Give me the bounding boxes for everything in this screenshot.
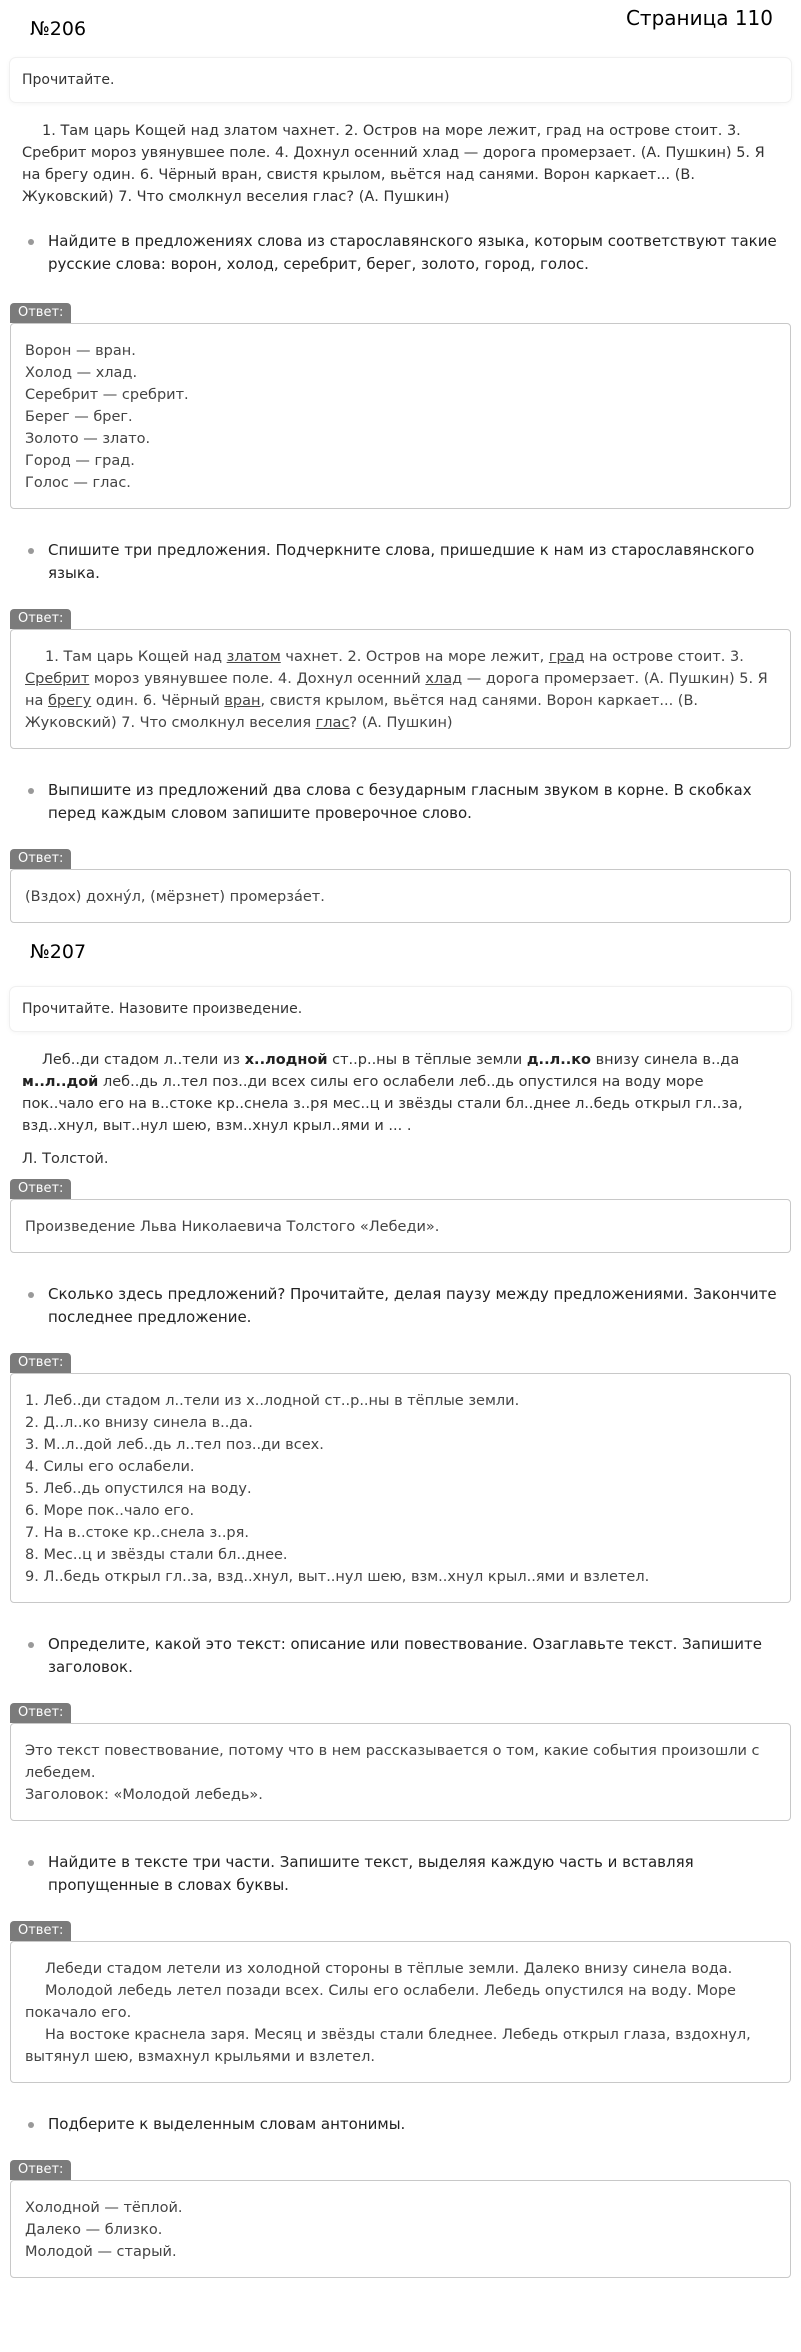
answer-line: Холодной — тёплой. — [25, 2200, 183, 2216]
task-207-question-1: Сколько здесь предложений? Прочитайте, делая паузу между предложениями. Закончите последнее предложение. — [20, 1283, 791, 1329]
task-206-question-1: Найдите в предложениях слова из старославянского языка, которым соответствуют такие русские слова: ворон, холод, серебрит, берег, золото, город, голос. — [20, 230, 791, 276]
answer-line: Голос — глас. — [25, 475, 131, 491]
answer-line: Молодой — старый. — [25, 2244, 177, 2260]
answer-paragraph: На востоке краснела заря. Месяц и звёзды стали бледнее. Лебедь открыл глаза, вздохнул, вытянул шею, взмахнул крыльями и взлетел. — [25, 2027, 756, 2065]
answer-line: Серебрит — сребрит. — [25, 387, 189, 403]
task-207-answer-3 — [10, 1941, 791, 2083]
answer-line: Холод — хлад. — [25, 365, 138, 381]
answer-label: Ответ: — [10, 609, 71, 629]
task-206-question-3: Выпишите из предложений два слова с безударным гласным звуком в корне. В скобках перед каждым словом запишите проверочное слово. — [20, 779, 791, 825]
answer-block — [10, 609, 791, 749]
task-207-answer-2 — [10, 1723, 791, 1821]
answer-line: 3. М..л..дой леб..дь л..тел поз..ди всех. — [25, 1437, 324, 1453]
task-206-answer-2 — [10, 629, 791, 749]
task-207-answer-0: Произведение Льва Николаевича Толстого «Лебеди». — [10, 1199, 791, 1253]
task-206-question-2: Спишите три предложения. Подчеркните слова, пришедшие к нам из старославянского языка. — [20, 539, 791, 585]
answer-block — [10, 2160, 791, 2278]
task-207-author: Л. Толстой. — [22, 1151, 109, 1167]
underlined-word: глас — [315, 715, 350, 731]
answer-line: 6. Море пок..чало его. — [25, 1503, 195, 1519]
task-207-number: №207 — [30, 941, 87, 963]
underlined-word: брегу — [47, 693, 92, 709]
underlined-word: хлад — [425, 671, 463, 687]
answer-label: Ответ: — [10, 2160, 71, 2180]
text-part: ? (А. Пушкин) — [349, 715, 453, 731]
answer-label: Ответ: — [10, 1179, 71, 1199]
underlined-word: град — [548, 649, 585, 665]
answer-line: Далеко — близко. — [25, 2222, 163, 2238]
text-part: , свистя крылом, вьётся над санями. Ворон каркает... (В. Жуковский) 7. Что смолкнул веселия — [25, 693, 699, 731]
answer-block — [10, 1921, 791, 2083]
task-206-answer-3: (Вздох) дохну́л, (мёрзнет) промерза́ет. — [10, 869, 791, 923]
answer-block — [10, 1703, 791, 1821]
answer-block — [10, 849, 791, 923]
task-207-answer-4 — [10, 2180, 791, 2278]
task-207-text — [10, 1049, 791, 1137]
task-206-number: №206 — [30, 18, 87, 40]
answer-block — [10, 303, 791, 509]
page-number: Страница 110 — [625, 6, 773, 30]
answer-line: Заголовок: «Молодой лебедь». — [25, 1787, 263, 1803]
answer-line: Город — град. — [25, 453, 135, 469]
highlighted-word: д..л..ко — [526, 1052, 592, 1068]
answer-line: 2. Д..л..ко внизу синела в..да. — [25, 1415, 253, 1431]
answer-block — [10, 1353, 791, 1603]
highlighted-word: м..л..дой — [22, 1074, 99, 1090]
answer-line: Золото — злато. — [25, 431, 151, 447]
answer-line: 1. Леб..ди стадом л..тели из х..лодной ст..р..ны в тёплые земли. — [25, 1393, 520, 1409]
task-207-question-3: Найдите в тексте три части. Запишите текст, выделяя каждую часть и вставляя пропущенные в словах буквы. — [20, 1851, 791, 1897]
text-part: — дорога промерзает. (А. Пушкин) 5. Я на — [25, 671, 768, 709]
text-part: один. 6. Чёрный — [91, 693, 225, 709]
text-part: Леб..ди стадом л..тели из — [42, 1052, 245, 1068]
underlined-word: вран — [224, 693, 261, 709]
answer-label: Ответ: — [10, 1921, 71, 1941]
answer-line: Это текст повествование, потому что в нем рассказывается о том, какие события произошли с лебедем. — [25, 1743, 765, 1781]
text-part: ст..р..ны в тёплые земли — [327, 1052, 527, 1068]
answer-block — [10, 1179, 791, 1253]
answer-line: 9. Л..бедь открыл гл..за, взд..хнул, выт..нул шею, взм..хнул крыл..ями и взлетел. — [25, 1569, 650, 1585]
answer-paragraph: Молодой лебедь летел позади всех. Силы его ослабели. Лебедь опустился на воду. Море покачало его. — [25, 1983, 741, 2021]
task-207-instruction: Прочитайте. Назовите произведение. — [10, 987, 791, 1031]
answer-label: Ответ: — [10, 1353, 71, 1373]
answer-line: 8. Мес..ц и звёзды стали бл..днее. — [25, 1547, 288, 1563]
task-207-answer-1 — [10, 1373, 791, 1603]
answer-line: 4. Силы его ослабели. — [25, 1459, 195, 1475]
answer-line: Ворон — вран. — [25, 343, 136, 359]
text-part: чахнет. 2. Остров на море лежит, — [280, 649, 549, 665]
task-207-question-4: Подберите к выделенным словам антонимы. — [20, 2113, 791, 2136]
text-part: внизу синела в..да — [591, 1052, 740, 1068]
text-part: на острове стоит. 3. — [584, 649, 744, 665]
task-206-text: 1. Там царь Кощей над златом чахнет. 2. Остров на море лежит, град на острове стоит. 3. Сребрит мороз увянувшее поле. 4. Дохнул осенний хлад — дорога промерзает. (А. Пушкин) 5. Я на брегу один. 6. Чёрный вран, свистя крылом, вьётся над санями. Ворон каркает... (В. Жуковский) 7. Что смолкнул веселия глас? (А. Пушкин) — [22, 123, 765, 205]
answer-label: Ответ: — [10, 849, 71, 869]
answer-label: Ответ: — [10, 1703, 71, 1723]
answer-line: Берег — брег. — [25, 409, 133, 425]
underlined-word: златом — [226, 649, 281, 665]
answer-paragraph: Лебеди стадом летели из холодной стороны в тёплые земли. Далеко внизу синела вода. — [45, 1961, 733, 1977]
task-206-answer-1 — [10, 323, 791, 509]
answer-label: Ответ: — [10, 303, 71, 323]
underlined-word: Сребрит — [25, 671, 90, 687]
task-207-question-2: Определите, какой это текст: описание или повествование. Озаглавьте текст. Запишите заголовок. — [20, 1633, 791, 1679]
task-206-instruction: Прочитайте. — [10, 58, 791, 102]
text-part: 1. Там царь Кощей над — [45, 649, 227, 665]
text-part: мороз увянувшее поле. 4. Дохнул осенний — [89, 671, 426, 687]
highlighted-word: х..лодной — [244, 1052, 328, 1068]
text-part: леб..дь л..тел поз..ди всех силы его ослабели леб..дь опустился на воду море пок..чало его на в..стоке кр..снела з..ря мес..ц и звёзды стали бл..днее л..бедь открыл гл..за, взд..хнул, выт..нул шею, взм..хнул крыл..ями и ... . — [22, 1074, 743, 1134]
answer-line: 5. Леб..дь опустился на воду. — [25, 1481, 252, 1497]
answer-line: 7. На в..стоке кр..снела з..ря. — [25, 1525, 249, 1541]
